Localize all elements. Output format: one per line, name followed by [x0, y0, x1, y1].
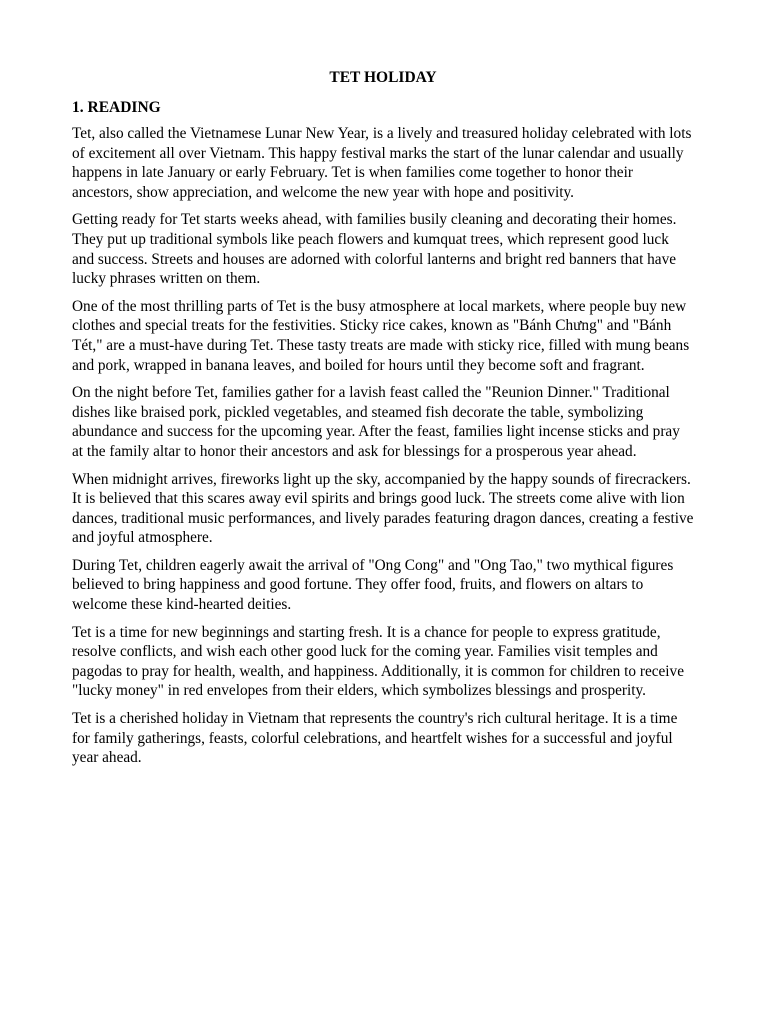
paragraph-intro: Tet, also called the Vietnamese Lunar New Year, is a lively and treasured holiday celebrated with lots of excitement all over Vietnam. This happy festival marks the start of the lunar calendar and usually happens in late January or early February. Tet is when families come together to honor their ancestors, show appreciation, and welcome the new year with hope and positivity.: [72, 125, 692, 201]
paragraph-midnight: When midnight arrives, fireworks light up the sky, accompanied by the happy sounds of firecrackers. It is believed that this scares away evil spirits and brings good luck. The streets come alive with lion dances, traditional music performances, and lively parades featuring dragon dances, creating a festive and joyful atmosphere.: [72, 470, 694, 547]
paragraph-conclusion: Tet is a cherished holiday in Vietnam that represents the country's rich cultural heritage. It is a time for family gatherings, feasts, colorful celebrations, and heartfelt wishes for a successful and joyful year ahead.: [72, 710, 678, 767]
paragraph-ong-cong-ong-tao: During Tet, children eagerly await the arrival of "Ong Cong" and "Ong Tao," two mythical figures believed to bring happiness and good fortune. They offer food, fruits, and flowers on altars to welcome these kind-hearted deities.: [72, 556, 674, 614]
paragraph-preparation: Getting ready for Tet starts weeks ahead, with families busily cleaning and decorating their homes. They put up traditional symbols like peach flowers and kumquat trees, which represent good luck and success. Streets and houses are adorned with colorful lanterns and bright red banners that have lucky phrases written on them.: [72, 211, 677, 288]
paragraph-new-beginnings: Tet is a time for new beginnings and starting fresh. It is a chance for people to express gratitude, resolve conflicts, and wish each other good luck for the coming year. Families visit temples and pagodas to pray for health, wealth, and happiness. Additionally, it is common for children to receive "lucky money" in red envelopes from their elders, which symbolizes blessings and prosperity.: [72, 623, 684, 700]
document-page: [72, 68, 694, 776]
paragraph-reunion-dinner: On the night before Tet, families gather for a lavish feast called the "Reunion Dinner." Traditional dishes like braised pork, pickled vegetables, and steamed fish decorate the table, symbolizing abundance and success for the upcoming year. After the feast, families light incense sticks and pray at the family altar to honor their ancestors and ask for blessings for a prosperous year ahead.: [72, 384, 680, 460]
page-title: TET HOLIDAY: [329, 69, 437, 86]
paragraph-markets: One of the most thrilling parts of Tet is the busy atmosphere at local markets, where people buy new clothes and special treats for the festivities. Sticky rice cakes, known as "Bánh Chưng" and "Bánh Tét," are a must-have during Tet. These tasty treats are made with sticky rice, filled with mung beans and pork, wrapped in banana leaves, and boiled for hours until they become soft and fragrant.: [72, 297, 690, 374]
section-heading-reading: 1. READING: [72, 99, 161, 116]
